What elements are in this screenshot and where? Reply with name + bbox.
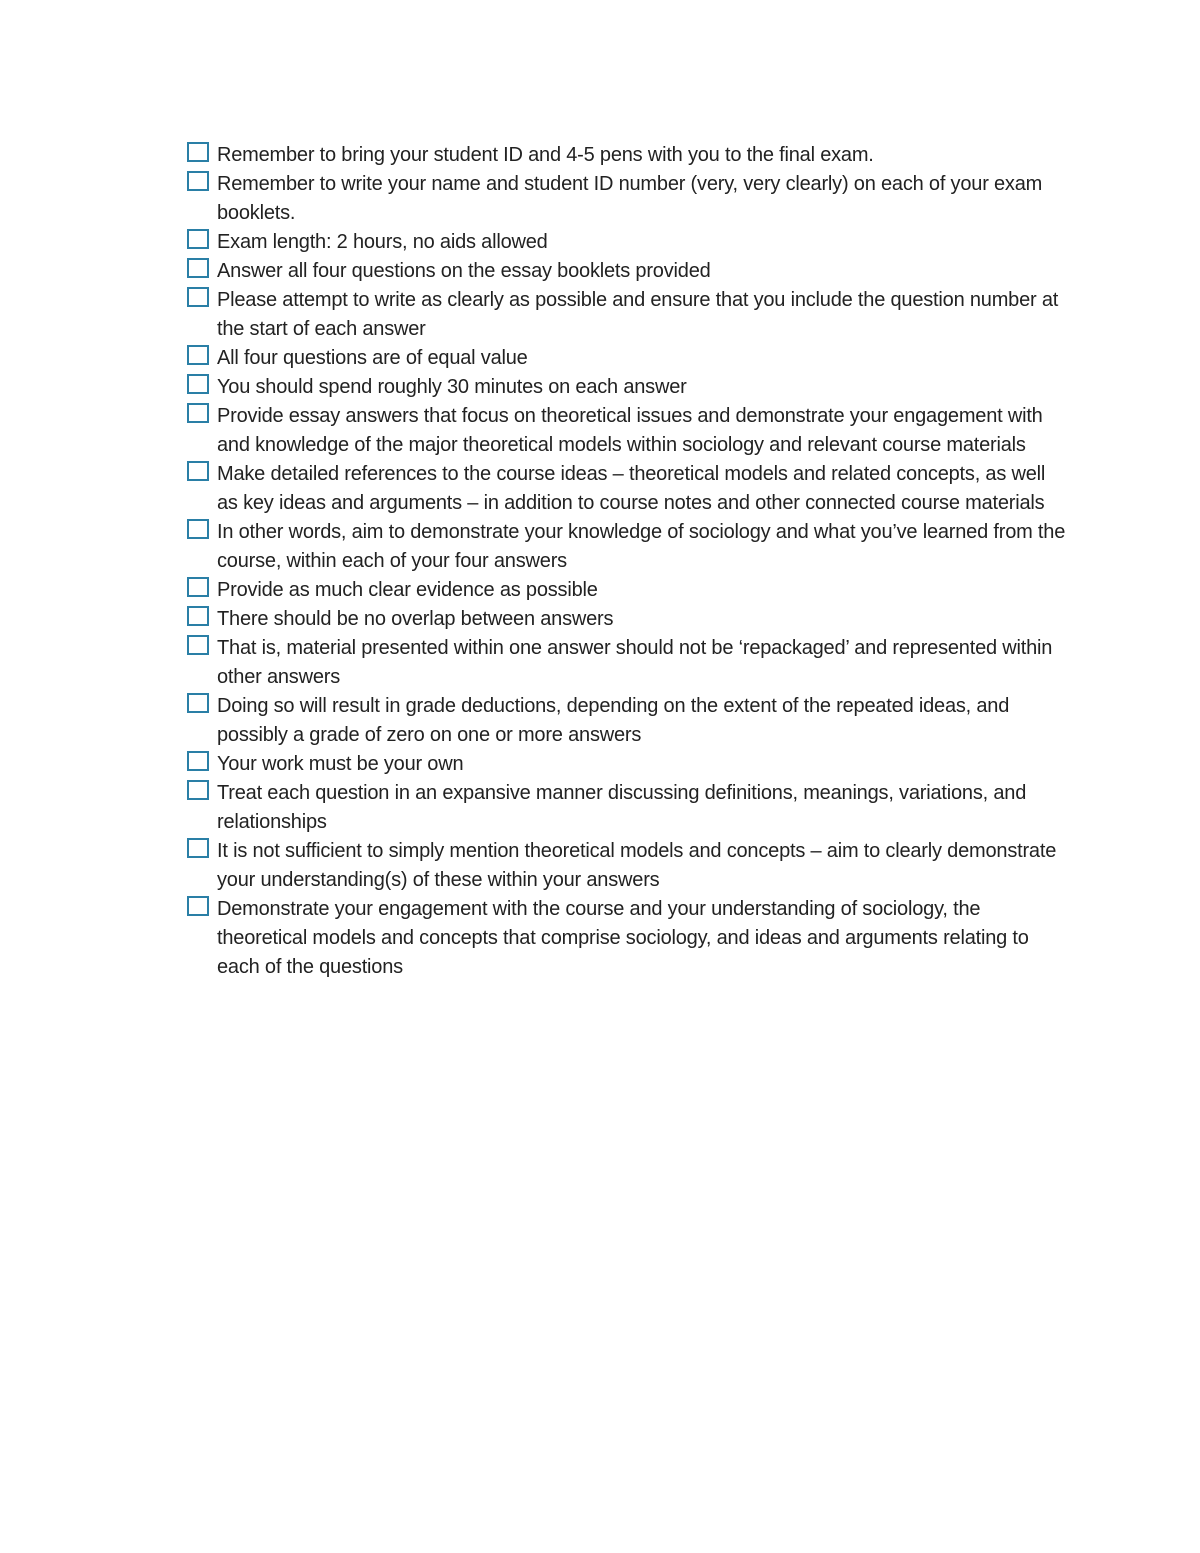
checklist-item [187,286,1067,344]
checklist-item-text: Remember to bring your student ID and 4-5 pens with you to the final exam. [217,144,874,166]
checklist-item-text: There should be no overlap between answers [217,608,614,630]
checkbox-icon[interactable] [187,287,209,307]
checklist-item [187,576,1067,605]
checkbox-icon[interactable] [187,142,209,162]
checklist-item-text: Doing so will result in grade deductions, depending on the extent of the repeated ideas, and possibly a grade of zero on one or more answers [217,695,1010,746]
checklist-item-text: Provide as much clear evidence as possible [217,579,598,601]
checklist-item-text: It is not sufficient to simply mention theoretical models and concepts – aim to clearly demonstrate your understanding(s) of these within your answers [217,840,1057,891]
checkbox-icon[interactable] [187,693,209,713]
checkbox-icon[interactable] [187,606,209,626]
checklist-item-text: All four questions are of equal value [217,347,528,369]
checkbox-icon[interactable] [187,519,209,539]
checklist-item [187,170,1067,228]
checklist-item [187,779,1067,837]
checklist-item [187,141,1067,170]
checkbox-icon[interactable] [187,229,209,249]
checkbox-icon[interactable] [187,577,209,597]
checkbox-icon[interactable] [187,171,209,191]
checklist-item [187,257,1067,286]
checklist-item-text: In other words, aim to demonstrate your knowledge of sociology and what you’ve learned from the course, within each of your four answers [217,521,1066,572]
checklist-item [187,692,1067,750]
checkbox-icon[interactable] [187,461,209,481]
checkbox-icon[interactable] [187,896,209,916]
checklist-item-text: Answer all four questions on the essay booklets provided [217,260,711,282]
checklist-item [187,837,1067,895]
checkbox-icon[interactable] [187,345,209,365]
checklist-item-text: Demonstrate your engagement with the course and your understanding of sociology, the theoretical models and concepts that comprise sociology, and ideas and arguments relating to each of the questions [217,898,1029,978]
checkbox-icon[interactable] [187,374,209,394]
checklist-item-text: That is, material presented within one answer should not be ‘repackaged’ and represented within other answers [217,637,1053,688]
checkbox-icon[interactable] [187,838,209,858]
checklist-item [187,750,1067,779]
checklist-item [187,373,1067,402]
checklist-item [187,344,1067,373]
exam-checklist [187,141,1067,982]
checklist-item [187,460,1067,518]
checkbox-icon[interactable] [187,751,209,771]
checklist-item [187,228,1067,257]
checklist-item-text: Remember to write your name and student ID number (very, very clearly) on each of your exam booklets. [217,173,1043,224]
checklist-item [187,895,1067,982]
checklist-item-text: Your work must be your own [217,753,464,775]
checklist-item [187,402,1067,460]
checklist-item-text: Treat each question in an expansive manner discussing definitions, meanings, variations, and relationships [217,782,1027,833]
checklist-item-text: Provide essay answers that focus on theoretical issues and demonstrate your engagement with and knowledge of the major theoretical models within sociology and relevant course materials [217,405,1043,456]
checkbox-icon[interactable] [187,403,209,423]
checklist-item-text: Please attempt to write as clearly as possible and ensure that you include the question number at the start of each answer [217,289,1059,340]
checklist-item [187,634,1067,692]
checklist-item [187,518,1067,576]
checklist-item-text: Exam length: 2 hours, no aids allowed [217,231,548,253]
checklist-item-text: Make detailed references to the course ideas – theoretical models and related concepts, as well as key ideas and arguments – in addition to course notes and other connected course materials [217,463,1046,514]
checkbox-icon[interactable] [187,258,209,278]
checklist-item [187,605,1067,634]
checkbox-icon[interactable] [187,635,209,655]
checkbox-icon[interactable] [187,780,209,800]
checklist-item-text: You should spend roughly 30 minutes on each answer [217,376,687,398]
